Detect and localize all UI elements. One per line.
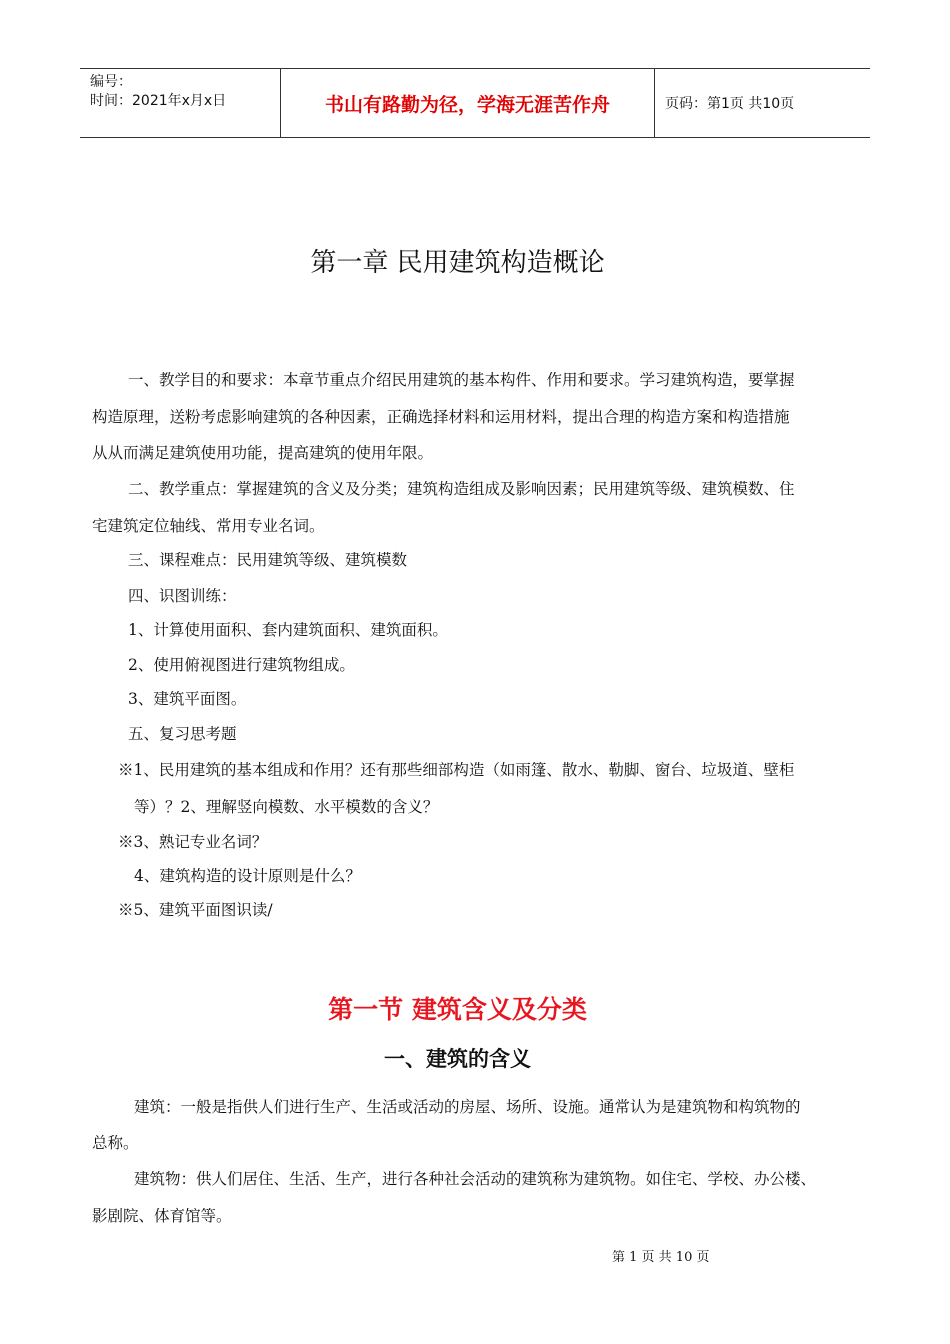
body-line: 建筑：一般是指供人们进行生产、生活或活动的房屋、场所、设施。通常认为是建筑物和构筑物的 (134, 1098, 801, 1116)
list-item: 等）？2、理解竖向模数、水平模数的含义？ (134, 798, 439, 816)
list-item: ※5、建筑平面图识读/ (118, 901, 273, 919)
list-item: 1、计算使用面积、套内建筑面积、建筑面积。 (128, 621, 448, 639)
list-item: 4、建筑构造的设计原则是什么？ (134, 867, 361, 885)
body-line: 总称。 (92, 1134, 139, 1152)
body-line: 建筑物：供人们居住、生活、生产，进行各种社会活动的建筑称为建筑物。如住宅、学校、办公楼、 (134, 1170, 817, 1188)
header-meta (80, 69, 280, 137)
header-table (80, 68, 870, 138)
list-item: 2、使用俯视图进行建筑物组成。 (128, 656, 355, 674)
chapter-title: 第一章 民用建筑构造概论 (310, 248, 605, 278)
paragraph-line: 宅建筑定位轴线、常用专业名词。 (92, 517, 325, 535)
body-line: 影剧院、体育馆等。 (92, 1207, 232, 1225)
paragraph-line: 五、复习思考题 (128, 725, 237, 743)
section-title: 第一节 建筑含义及分类 (328, 995, 587, 1024)
subsection-title: 一、建筑的含义 (384, 1047, 531, 1071)
page-info: 页码：第1页 共10页 (665, 96, 795, 112)
page-footer: 第 1 页 共 10 页 (612, 1250, 710, 1265)
time-label: 时间：2021年x月x日 (90, 93, 227, 109)
list-item: ※1、民用建筑的基本组成和作用？还有那些细部构造（如雨篷、散水、勒脚、窗台、垃圾道、壁柜 (118, 761, 795, 779)
number-label: 编号： (90, 74, 132, 90)
motto: 书山有路勤为径，学海无涯苦作舟 (280, 69, 655, 137)
list-item: 3、建筑平面图。 (128, 690, 247, 708)
paragraph-line: 从从而满足建筑使用功能，提高建筑的使用年限。 (92, 444, 434, 462)
paragraph-line: 三、课程难点：民用建筑等级、建筑模数 (128, 551, 408, 569)
paragraph-line: 一、教学目的和要求：本章节重点介绍民用建筑的基本构件、作用和要求。学习建筑构造，要掌握 (128, 371, 795, 389)
list-item: ※3、熟记专业名词？ (118, 833, 268, 851)
paragraph-line: 四、识图训练： (128, 587, 237, 605)
paragraph-line: 二、教学重点：掌握建筑的含义及分类；建筑构造组成及影响因素；民用建筑等级、建筑模数、住 (128, 480, 795, 498)
paragraph-line: 构造原理，送粉考虑影响建筑的各种因素，正确选择材料和运用材料，提出合理的构造方案和构造措施 (92, 408, 790, 426)
